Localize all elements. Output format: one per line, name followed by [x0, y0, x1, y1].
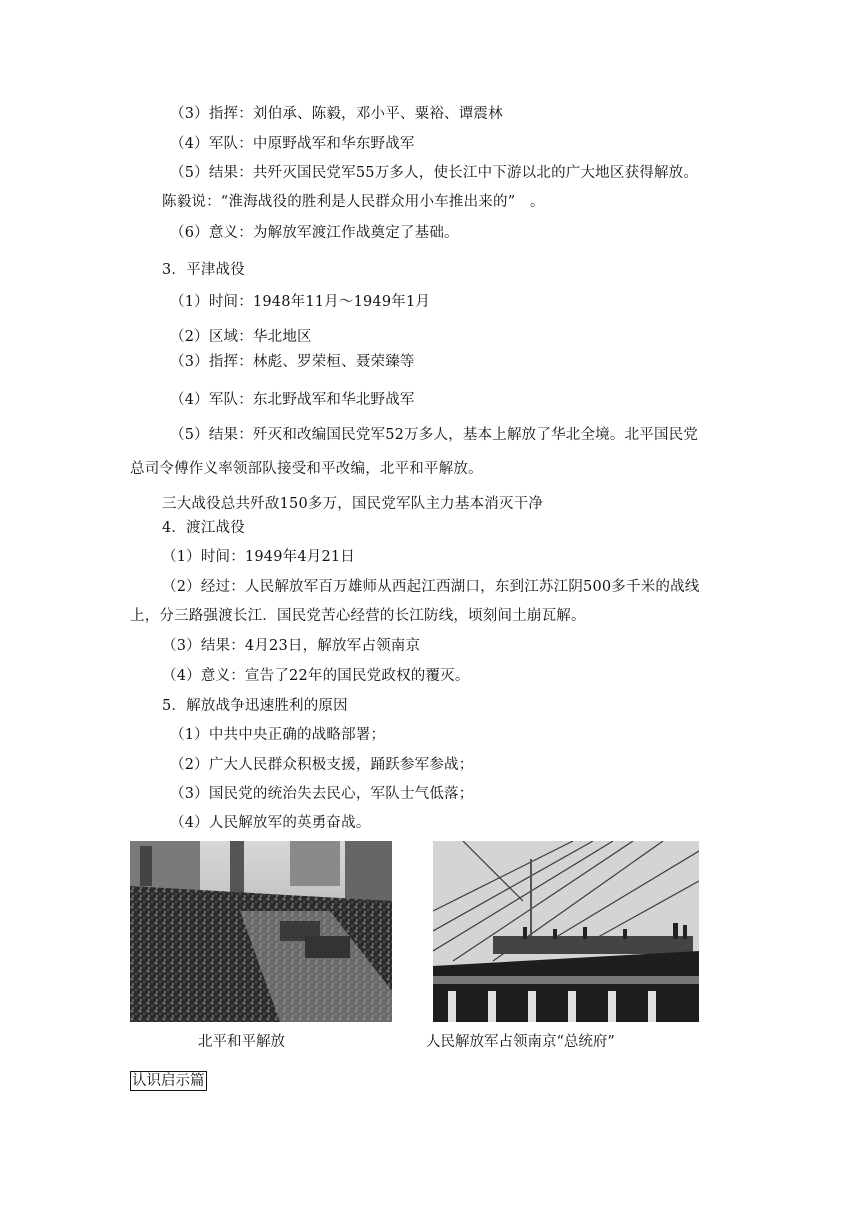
text-line: （3）结果：4月23日，解放军占领南京: [162, 638, 421, 654]
text-line: （4）军队：东北野战军和华北野战军: [170, 392, 415, 408]
text-line: （5）结果：歼灭和改编国民党军52万多人，基本上解放了华北全境。北平国民党: [170, 427, 699, 443]
text-line: （5）结果：共歼灭国民党军55万多人，使长江中下游以北的广大地区获得解放。: [170, 165, 699, 181]
text-line: （4）人民解放军的英勇奋战。: [170, 815, 371, 831]
section-heading: 4．渡江战役: [162, 520, 245, 536]
text-line: （3）国民党的统治失去民心，军队士气低落；: [170, 786, 474, 802]
section-heading: 5．解放战争迅速胜利的原因: [162, 698, 348, 714]
text-line: （2）区域：华北地区: [170, 329, 312, 345]
text-line: （1）时间：1948年11月～1949年1月: [170, 294, 431, 310]
text-line: 三大战役总共歼敌150多万，国民党军队主力基本消灭干净: [162, 496, 544, 512]
text-line: （4）意义：宣告了22年的国民党政权的覆灭。: [162, 668, 470, 684]
left-photo-caption: 北平和平解放: [198, 1034, 285, 1050]
text-line: （6）意义：为解放军渡江作战奠定了基础。: [170, 225, 459, 241]
text-line: 总司令傅作义率领部队接受和平改编，北平和平解放。: [130, 461, 483, 477]
text-line: （4）军队：中原野战军和华东野战军: [170, 136, 415, 152]
text-line: 陈毅说：“淮海战役的胜利是人民群众用小车推出来的” 。: [162, 194, 545, 210]
section-heading: 3．平津战役: [162, 262, 245, 278]
right-photo-caption: 人民解放军占领南京“总统府”: [426, 1034, 615, 1050]
text-line: （2）经过：人民解放军百万雄师从西起江西湖口，东到江苏江阴500多千米的战线: [162, 579, 700, 595]
text-line: （1）中共中央正确的战略部署；: [170, 727, 386, 743]
nanjing-presidential-palace-photo: [433, 841, 699, 1022]
text-line: 上，分三路强渡长江．国民党苦心经营的长江防线，顷刻间土崩瓦解。: [130, 608, 586, 624]
text-line: （2）广大人民群众积极支援，踊跃参军参战；: [170, 757, 474, 773]
beiping-liberation-photo: [130, 841, 392, 1022]
text-line: （3）指挥：林彪、罗荣桓、聂荣臻等: [170, 354, 415, 370]
text-line: （3）指挥：刘伯承、陈毅，邓小平、粟裕、谭震林: [170, 106, 503, 122]
text-line: （1）时间：1949年4月21日: [162, 549, 356, 565]
section-label-box: 认识启示篇: [132, 1073, 205, 1089]
